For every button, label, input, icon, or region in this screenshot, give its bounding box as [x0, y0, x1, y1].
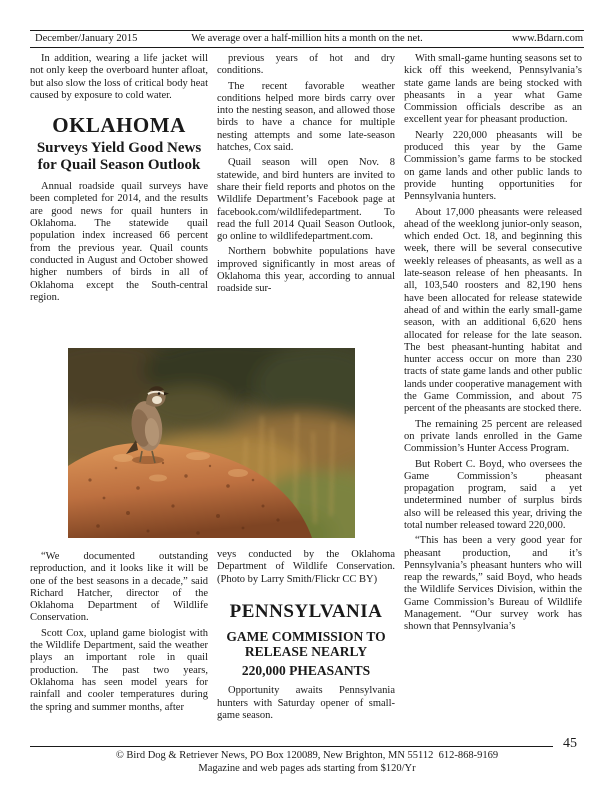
- body-paragraph: The remaining 25 percent are released on private lands enrolled in the Game Commission’s Hunter Access Program.: [404, 418, 582, 455]
- body-paragraph: About 17,000 pheasants were released ahead of the weeklong junior-only season, which ended Oct. 18, and beginning this week, there will be several consecutive weekly releases of pheasants, as well as a late-season release of hen pheasants. In all, 103,540 roosters and 82,190 hens have been allocated for release statewide ahead of and within the early small-game season, with an additional 6,620 hens allocated for release for the late season. The best pheasant-hunting habitat and hunter access occur on more than 230 tracts of state game lands and other public lands under cooperative management with the Game Commission, and about 75 percent of the pheasants are stocked there.: [404, 206, 582, 415]
- column-1-bottom: [30, 551, 208, 717]
- headline-oklahoma: OKLAHOMA: [52, 113, 186, 138]
- page-footer: [30, 749, 584, 775]
- body-paragraph: “This has been a very good year for pheasant production, and it’s Pennsylvania’s pheasant hunters who will reap the rewards,” said Boyd, who heads the Wildlife Services Division, within the Game Commission’s Bureau of Wildlife Management. “Our survey work has shown that Pennsylvania’s: [404, 535, 582, 633]
- body-paragraph: But Robert C. Boyd, who oversees the Game Commission’s pheasant propagation program, said a yet undetermined number of surplus birds also will be released this year, driving the total number released toward 220,000.: [404, 458, 582, 531]
- subheadline-pheasant-count: 220,000 PHEASANTS: [241, 662, 371, 678]
- body-paragraph: In addition, wearing a life jacket will not only keep the overboard hunter afloat, but also slow the loss of critical body heat caused by exposure to cold water.: [30, 53, 208, 101]
- column-1-top: [30, 53, 208, 307]
- footer-rule: [30, 746, 553, 747]
- photo-caption: veys conducted by the Oklahoma Department of Wildlife Conservation. (Photo by Larry Smith/Flickr CC BY): [217, 549, 395, 585]
- page-header: [30, 33, 584, 46]
- subheadline-game-commission: GAME COMMISSION TO RELEASE NEARLY: [226, 628, 386, 660]
- column-3: [404, 53, 582, 637]
- issue-date: December/January 2015: [35, 33, 138, 44]
- body-paragraph: With small-game hunting seasons set to kick off this weekend, Pennsylvania’s state game lands are being stocked with pheasants in a year what Game Commission officials describe as an excellent year for pheasant production.: [404, 53, 582, 126]
- page-number: 45: [563, 736, 577, 751]
- body-paragraph: Nearly 220,000 pheasants will be produced this year by the Game Commission’s game farms to be stocked on game lands and other public lands to provide hunting opportunities for Pennsylvania hunters.: [404, 129, 582, 203]
- body-paragraph: Scott Cox, upland game biologist with the Wildlife Department, said the weather plays an important role in quail production. The past two years, Oklahoma has seen model years for rainfall and cooler temperatures during the spring and summer months, after: [30, 627, 208, 713]
- header-top-rule: [30, 30, 584, 31]
- body-paragraph: “We documented outstanding reproduction, and it looks like it will be one of the best seasons in a decade,” said Richard Hatcher, director of the Oklahoma Department of Wildlife Conservation.: [30, 551, 208, 624]
- body-paragraph: previous years of hot and dry conditions.: [217, 53, 395, 77]
- headline-pennsylvania: PENNSYLVANIA: [229, 600, 383, 622]
- quail-photo: [68, 348, 355, 538]
- body-paragraph: Quail season will open Nov. 8 statewide, and bird hunters are invited to share their field reports and photos on the Wildlife Department’s Facebook page at facebook.com/wildlifedepartment. To read the full 2014 Quail Season Outlook, go online to wildlifedepartment.com.: [217, 157, 395, 243]
- website-url: www.Bdarn.com: [511, 33, 583, 44]
- quail-photo-illustration: [68, 348, 355, 538]
- body-paragraph: The recent favorable weather conditions helped more birds carry over into the nesting season, and allowed those birds to have a chance for multiple nesting attempts and some late-season hatches, Cox said.: [217, 80, 395, 154]
- subheadline-quail-outlook: Surveys Yield Good News for Quail Season Outlook: [36, 140, 202, 174]
- footer-contact-line: © Bird Dog & Retriever News, PO Box 120089, New Brighton, MN 55112 612-868-9169: [115, 750, 499, 761]
- footer-ads-line: Magazine and web pages ads starting from $120/Yr: [198, 763, 416, 774]
- header-bottom-rule: [30, 47, 584, 48]
- body-paragraph: Northern bobwhite populations have improved significantly in most areas of Oklahoma this year, according to annual roadside sur-: [217, 246, 395, 295]
- header-tagline: We average over a half-million hits a month on the net.: [191, 33, 423, 44]
- body-paragraph: Annual roadside quail surveys have been completed for 2014, and the results are good news for quail hunters in Oklahoma. The statewide quail population index increased 66 percent from the previous year. Quail counts conducted in August and October showed higher numbers of birds in all of Oklahoma except the South-central region.: [30, 181, 208, 303]
- column-2-bottom: [217, 549, 395, 722]
- body-paragraph: Opportunity awaits Pennsylvania hunters with Saturday opener of small-game season.: [217, 685, 395, 721]
- column-2-top: [217, 53, 395, 299]
